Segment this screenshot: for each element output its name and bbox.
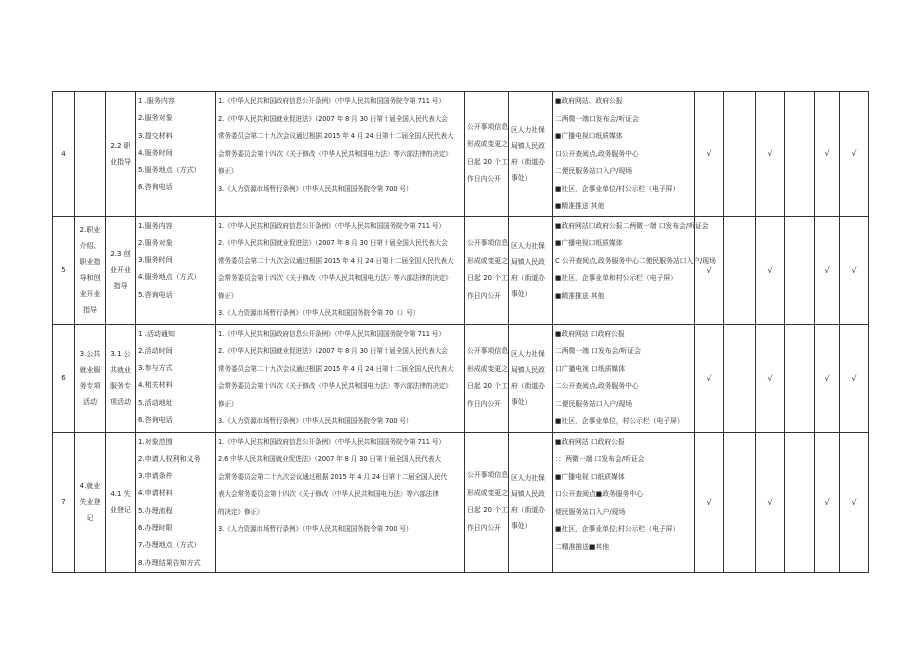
channel-line: ■精准推送 其他 [555, 202, 605, 210]
disclosure-time-cell: 公开事项信息形成或变更之日起 20 个工作日内公开 [465, 216, 509, 324]
check-mark-cell [724, 216, 756, 324]
check-mark-cell [724, 92, 756, 217]
basis-line: 常务委员会第二十九次会议通过根据 2015 年 4 月 24 日第十二届全国人民代表大 [218, 364, 454, 373]
channel-line: C 公开查阅点,政务服务中心二便民服务站口入户/现场 [555, 256, 716, 265]
check-mark-cell: √ [815, 92, 840, 217]
basis-line: 3.《人力资源市场暂行条例》（中华人民共和国国务院令第 70（）号） [218, 309, 420, 318]
basis-line: 表大会常务委员会第十四次《关于修改〈中华人民共和国电力法〉等六部法律 [218, 490, 439, 499]
legal-basis-cell [216, 324, 465, 432]
check-mark-cell: √ [815, 216, 840, 324]
category-cell: 4.就业失业登记 [75, 432, 106, 572]
table-row [53, 92, 869, 217]
basis-line: 常务委员会第二十九次会议通过根据 2015 年 4 月 24 日第十二届全国人民代表大 [218, 256, 454, 265]
basis-line: 修正） [218, 291, 238, 300]
check-mark-cell [724, 432, 756, 572]
legal-basis-cell [216, 216, 465, 324]
check-mark-cell [785, 92, 815, 217]
basis-line: 会常务委员会第十四次《关于修改〈中华人民共和国电力法〉等六部法律的决定》 [218, 149, 452, 158]
content-item: 5.咨询电话 [138, 290, 173, 299]
basis-line: 3.《人力资源市场暂行条例》（中华人民共和国国务院令第 700 号） [218, 525, 413, 534]
disclosure-channel-cell [553, 432, 695, 572]
channel-line: 口公开查阅点■政务服务中心 [555, 490, 643, 498]
content-item: 5.服务地点（方式） [138, 166, 201, 175]
channel-line: 便民服务站口入户/现场 [555, 507, 626, 516]
content-item: 3.参与方式 [138, 364, 173, 373]
content-item: 1.服务内容 [138, 221, 173, 230]
row-number: 7 [53, 432, 75, 572]
basis-line: 1.《中华人民共和国政府信息公开条例》（中华人民共和国国务院令第 711 号） [218, 329, 445, 338]
basis-line: 会常务委员会第十四次《关于修改〈中华人民共和国电力法〉等六部法律的决定》 [218, 274, 452, 283]
check-mark-cell: √ [840, 216, 869, 324]
basis-line: 2.《中华人民共和国就业促进法》（2007 年 8 月 30 日第十届全国人民代表大会 [218, 347, 448, 356]
disclosure-content-cell [136, 324, 216, 432]
basis-line: 1.《中华人民共和国政府信息公开条例》（中华人民共和国国务院令第 711 号） [218, 97, 445, 105]
channel-line: 二精准推送■其他 [555, 542, 609, 551]
check-mark-cell: √ [695, 432, 724, 572]
disclosure-time-cell: 公开事项信息形成或变更之日起 20 个工作日内公开 [465, 92, 509, 217]
check-mark-cell: √ [756, 92, 785, 217]
content-item: 1 .活动通知 [138, 329, 175, 338]
check-mark-cell: √ [695, 92, 724, 217]
basis-line: 常务委员会第二十九次会议通过根据 2015 年 4 月 24 日第十二届全国人民代表大 [218, 132, 454, 141]
channel-line: ■广播电视口纸质媒体 [555, 239, 623, 247]
content-item: 3.申请条件 [138, 472, 173, 481]
check-mark-cell: √ [815, 324, 840, 432]
content-item: 6.咨询电话 [138, 183, 173, 192]
check-mark-cell: √ [756, 216, 785, 324]
content-item: 2.服务对象 [138, 114, 173, 123]
row-number: 6 [53, 324, 75, 432]
basis-line: 2.《中华人民共和国就业促进法》（2007 年 8 月 30 日第十届全国人民代表大会 [218, 114, 448, 123]
legal-basis-cell [216, 432, 465, 572]
channel-line: ■广播电视 口纸质媒体 [555, 472, 625, 481]
disclosure-subject-cell: 区人力社保局镇人民政府（街道办事处） [509, 432, 553, 572]
subcategory-cell: 2.2 职业指导 [106, 92, 136, 217]
disclosure-table [52, 91, 869, 573]
basis-line: 修正） [218, 167, 238, 176]
subcategory-cell: 2.3 创业开业指导 [106, 216, 136, 324]
disclosure-channel-cell [553, 92, 695, 217]
check-mark-cell: √ [695, 216, 724, 324]
channel-line: ■社区，企事业单和村公示栏（电子屏） [555, 274, 677, 282]
basis-line: 3.《人力资源市场暂行条例》（中华人民共和国国务院令第 700 号） [218, 184, 413, 193]
basis-line: 2.6 中华人民共和国就业促进法》（2007 年 8 月 30 日第十届全国人民代表大 [218, 455, 441, 464]
disclosure-content-cell [136, 432, 216, 572]
row-number: 5 [53, 216, 75, 324]
check-mark-cell [785, 216, 815, 324]
check-mark-cell: √ [815, 432, 840, 572]
channel-line: ■政府网站 口政府公报 [555, 437, 625, 446]
channel-line: ■社区，企事业单位;村公示栏（电子屏） [555, 525, 680, 533]
channel-line: ■广播电视口纸质媒体 [555, 132, 623, 140]
basis-line: 1.《中华人民共和国政府信息公开条例》（中华人民共和国国务院令第 711 号） [218, 437, 445, 446]
content-item: 2.活动时间 [138, 346, 173, 355]
content-item: 6.办理时限 [138, 523, 173, 532]
channel-line: 二便民服务站口入户/现场 [555, 399, 633, 408]
channel-line: ：：两微一端 口发布会/听证会 [555, 455, 645, 463]
check-mark-cell: √ [840, 324, 869, 432]
category-cell: 3.公共就业服务专项活动 [75, 324, 106, 432]
disclosure-content-cell [136, 92, 216, 217]
content-item: 1 .服务内容 [138, 97, 175, 105]
basis-line: 修正） [218, 399, 238, 408]
subcategory-cell: 4.1 失业登记 [106, 432, 136, 572]
content-item: 1.对象范围 [138, 437, 173, 446]
disclosure-channel-cell [553, 324, 695, 432]
content-item: 7.办理地点（方式） [138, 541, 201, 550]
disclosure-time-cell: 公开事项信息形成或变更之日起 20 个工作日内公开 [465, 432, 509, 572]
channel-line: 二两微一端口发布会/听证会 [555, 114, 639, 123]
channel-line: ■政府网站口政府公报二两微一端 口发布会/听证会 [555, 221, 709, 230]
check-mark-cell: √ [840, 432, 869, 572]
check-mark-cell: √ [756, 324, 785, 432]
basis-line: 会常务委员会第二十九次会议通过根据 2015 年 4 月 24 日第十二届全国人民代 [218, 472, 447, 481]
channel-line: ■社区，企事业单位/村公示栏（电子屏） [555, 184, 680, 193]
table-row [53, 432, 869, 572]
channel-line: ■政府网站、政府公报 [555, 97, 623, 105]
category-cell: 2.职业介绍、职业指导和创业开业指导 [75, 216, 106, 324]
content-item: 4.服务地点（方式） [138, 273, 201, 282]
check-mark-cell [724, 324, 756, 432]
channel-line: 二便民服务站口入户/现场 [555, 167, 633, 175]
disclosure-channel-cell [553, 216, 716, 324]
content-item: 2.服务对象 [138, 238, 173, 247]
table-row [53, 324, 869, 432]
basis-line: 会常务委员会第十四次《关于修改〈中华人民共和国电力法〉等六部法律的决定》 [218, 382, 452, 391]
channel-line: ■精准推送 其他 [555, 291, 605, 300]
content-item: 4.相关材料 [138, 381, 173, 390]
disclosure-content-cell [136, 216, 216, 324]
channel-line: 口广播电视 口纸质媒体 [555, 364, 626, 373]
channel-line: 口公开查阅点,政务服务中心 [555, 149, 639, 158]
disclosure-subject-cell: 区人力社保局镇人民政府（街道办事处） [509, 216, 553, 324]
content-item: 5.办理流程 [138, 506, 173, 515]
content-item: 4.申请材料 [138, 489, 173, 498]
content-item: 4.服务时间 [138, 148, 173, 157]
check-mark-cell: √ [695, 324, 724, 432]
disclosure-subject-cell: 区人力社保局镇人民政府（街道办事处） [509, 324, 553, 432]
basis-line: 的决定》修正） [218, 507, 264, 516]
channel-line: ■社区，企事业单位，村公示栏（电子屏） [555, 417, 684, 425]
content-item: 2.申请人权利和义务 [138, 454, 201, 463]
legal-basis-cell [216, 92, 465, 217]
channel-line: ■政府网站 口政府公报 [555, 329, 625, 338]
category-cell [75, 92, 106, 217]
check-mark-cell: √ [840, 92, 869, 217]
disclosure-time-cell: 公开事项信息形成或变更之日起 20 个工作日内公开 [465, 324, 509, 432]
row-number: 4 [53, 92, 75, 217]
subcategory-cell: 3.1 公共就业服务专项活动 [106, 324, 136, 432]
basis-line: 2.《中华人民共和国就业促进法》（2007 年 8 月 30 日第十届全国人民代表大会 [218, 239, 448, 248]
check-mark-cell [785, 432, 815, 572]
basis-line: 3.《人力资源市场暂行条例》（中华人民共和国国务院令第 700 号） [218, 417, 413, 426]
content-item: 8.办理结果告知方式 [138, 558, 201, 567]
basis-line: 1.《中华人民共和国政府信息公开条例》（中华人民共和国国务院令第 711 号） [218, 221, 445, 230]
content-item: 6.咨询电话 [138, 415, 173, 424]
channel-line: 二两微一端 口发布会/听证会 [555, 347, 642, 355]
table-row [53, 216, 869, 324]
check-mark-cell: √ [756, 432, 785, 572]
disclosure-subject-cell: 区人力社保局镇人民政府（街道办事处） [509, 92, 553, 217]
content-item: 3.提交材料 [138, 131, 173, 140]
check-mark-cell [785, 324, 815, 432]
channel-line: 二公开查阅点,政务服务中心 [555, 382, 639, 390]
content-item: 3.服务时间 [138, 256, 173, 265]
content-item: 5.活动地址 [138, 398, 173, 407]
